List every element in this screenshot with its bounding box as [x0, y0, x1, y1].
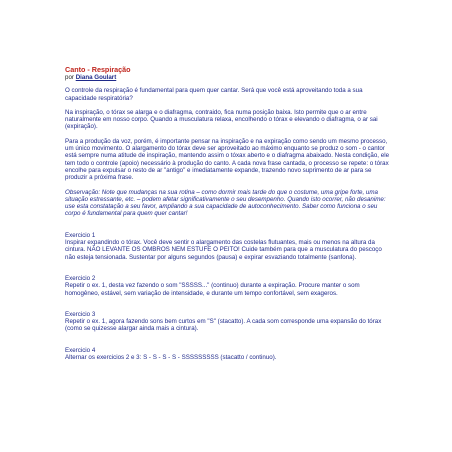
exercise-title: Exercicio 1: [65, 231, 96, 239]
byline-prefix: por: [65, 74, 74, 81]
paragraph-observation: Observação: Note que mudanças na sua rotina – como dormir mais tarde do que o costume, uma gripe forte, uma situação estressante, etc. – podem afetar significativamente o seu desempenho. Quando isto ocorrer, não desanime: use esta constatação a seu favor, ampliando a sua capacidade de autoconhecimento. Saber como funciona o seu corpo é fundamental para quem quer cantar!: [65, 188, 386, 218]
exercise-4: [65, 347, 389, 362]
author-link[interactable]: Diana Goulart: [75, 74, 117, 81]
exercise-body: Repetir o ex. 1, agora fazendo sons bem curtos em "S" (stacatto). A cada som corresponde uma expansão do tórax (como se quizesse alargar ainda mais a cintura).: [65, 318, 382, 333]
exercise-title: Exercicio 4: [65, 346, 96, 354]
article-title: Canto - Respiração: [65, 65, 131, 74]
exercise-1: [65, 232, 389, 261]
paragraph-voice-production: Para a produção da voz, porém, é importante pensar na inspiração e na expiração como sendo um mesmo processo, um único movimento. O alargamento do tórax deve ser aproveitado ao máximo enquanto se produz o som - o cantor está sempre numa atitude de inspiração, mantendo assim o tóxax aberto e o diafragma abaixado. Nesta condição, ele tem todo o controle (apoio) necessário à produção do canto. A cada nova frase cantada, o processo se repete: o tórax encolhe para expulsar o resto de ar "antigo" e imediatamente expande, trazendo novo suprimento de ar para se produzir a próxima frase.: [65, 137, 390, 182]
exercise-title: Exercicio 3: [65, 310, 96, 318]
exercise-2: [65, 275, 389, 297]
byline: [65, 74, 389, 81]
article: [65, 66, 389, 361]
exercise-title: Exercicio 2: [65, 274, 96, 282]
exercise-body: Alternar os exercicios 2 e 3: S - S - S - S - SSSSSSSSS (stacatto / continuo).: [65, 354, 277, 362]
exercise-body: Inspirar expandindo o tórax. Você deve sentir o alargamento das costelas flutuantes, mais ou menos na altura da cintura. NÃO LEVANTE OS OMBROS NEM ESTUFE O PEITO! Cuide também para que a musculatura do pescoço não esteja tensionada. Sustentar por alguns segundos (pausa) e expirar esvaziando totalmente (sanfona).: [65, 239, 382, 261]
exercise-3: [65, 311, 389, 333]
exercise-body: Repetir o ex. 1, desta vez fazendo o som "SSSSS..." (continuo) durante a expiração. Procure manter o som homogêneo, estável, sem variação de intensidade, e durante um tempo confortável, sem exageros.: [65, 282, 360, 297]
paragraph-intro: O controle da respiração é fundamental para quem quer cantar. Será que você está aproveitando toda a sua capacidade respiratória?: [65, 87, 363, 102]
paragraph-inspiration: Na inspiração, o tórax se alarga e o diafragma, contraido, fica numa posição baixa. Isto permite que o ar entre naturalmente em nosso corpo. Quando a musculatura relaxa, encolhendo o tórax e elevando o diafragma, o ar sai (expiração).: [65, 108, 378, 131]
